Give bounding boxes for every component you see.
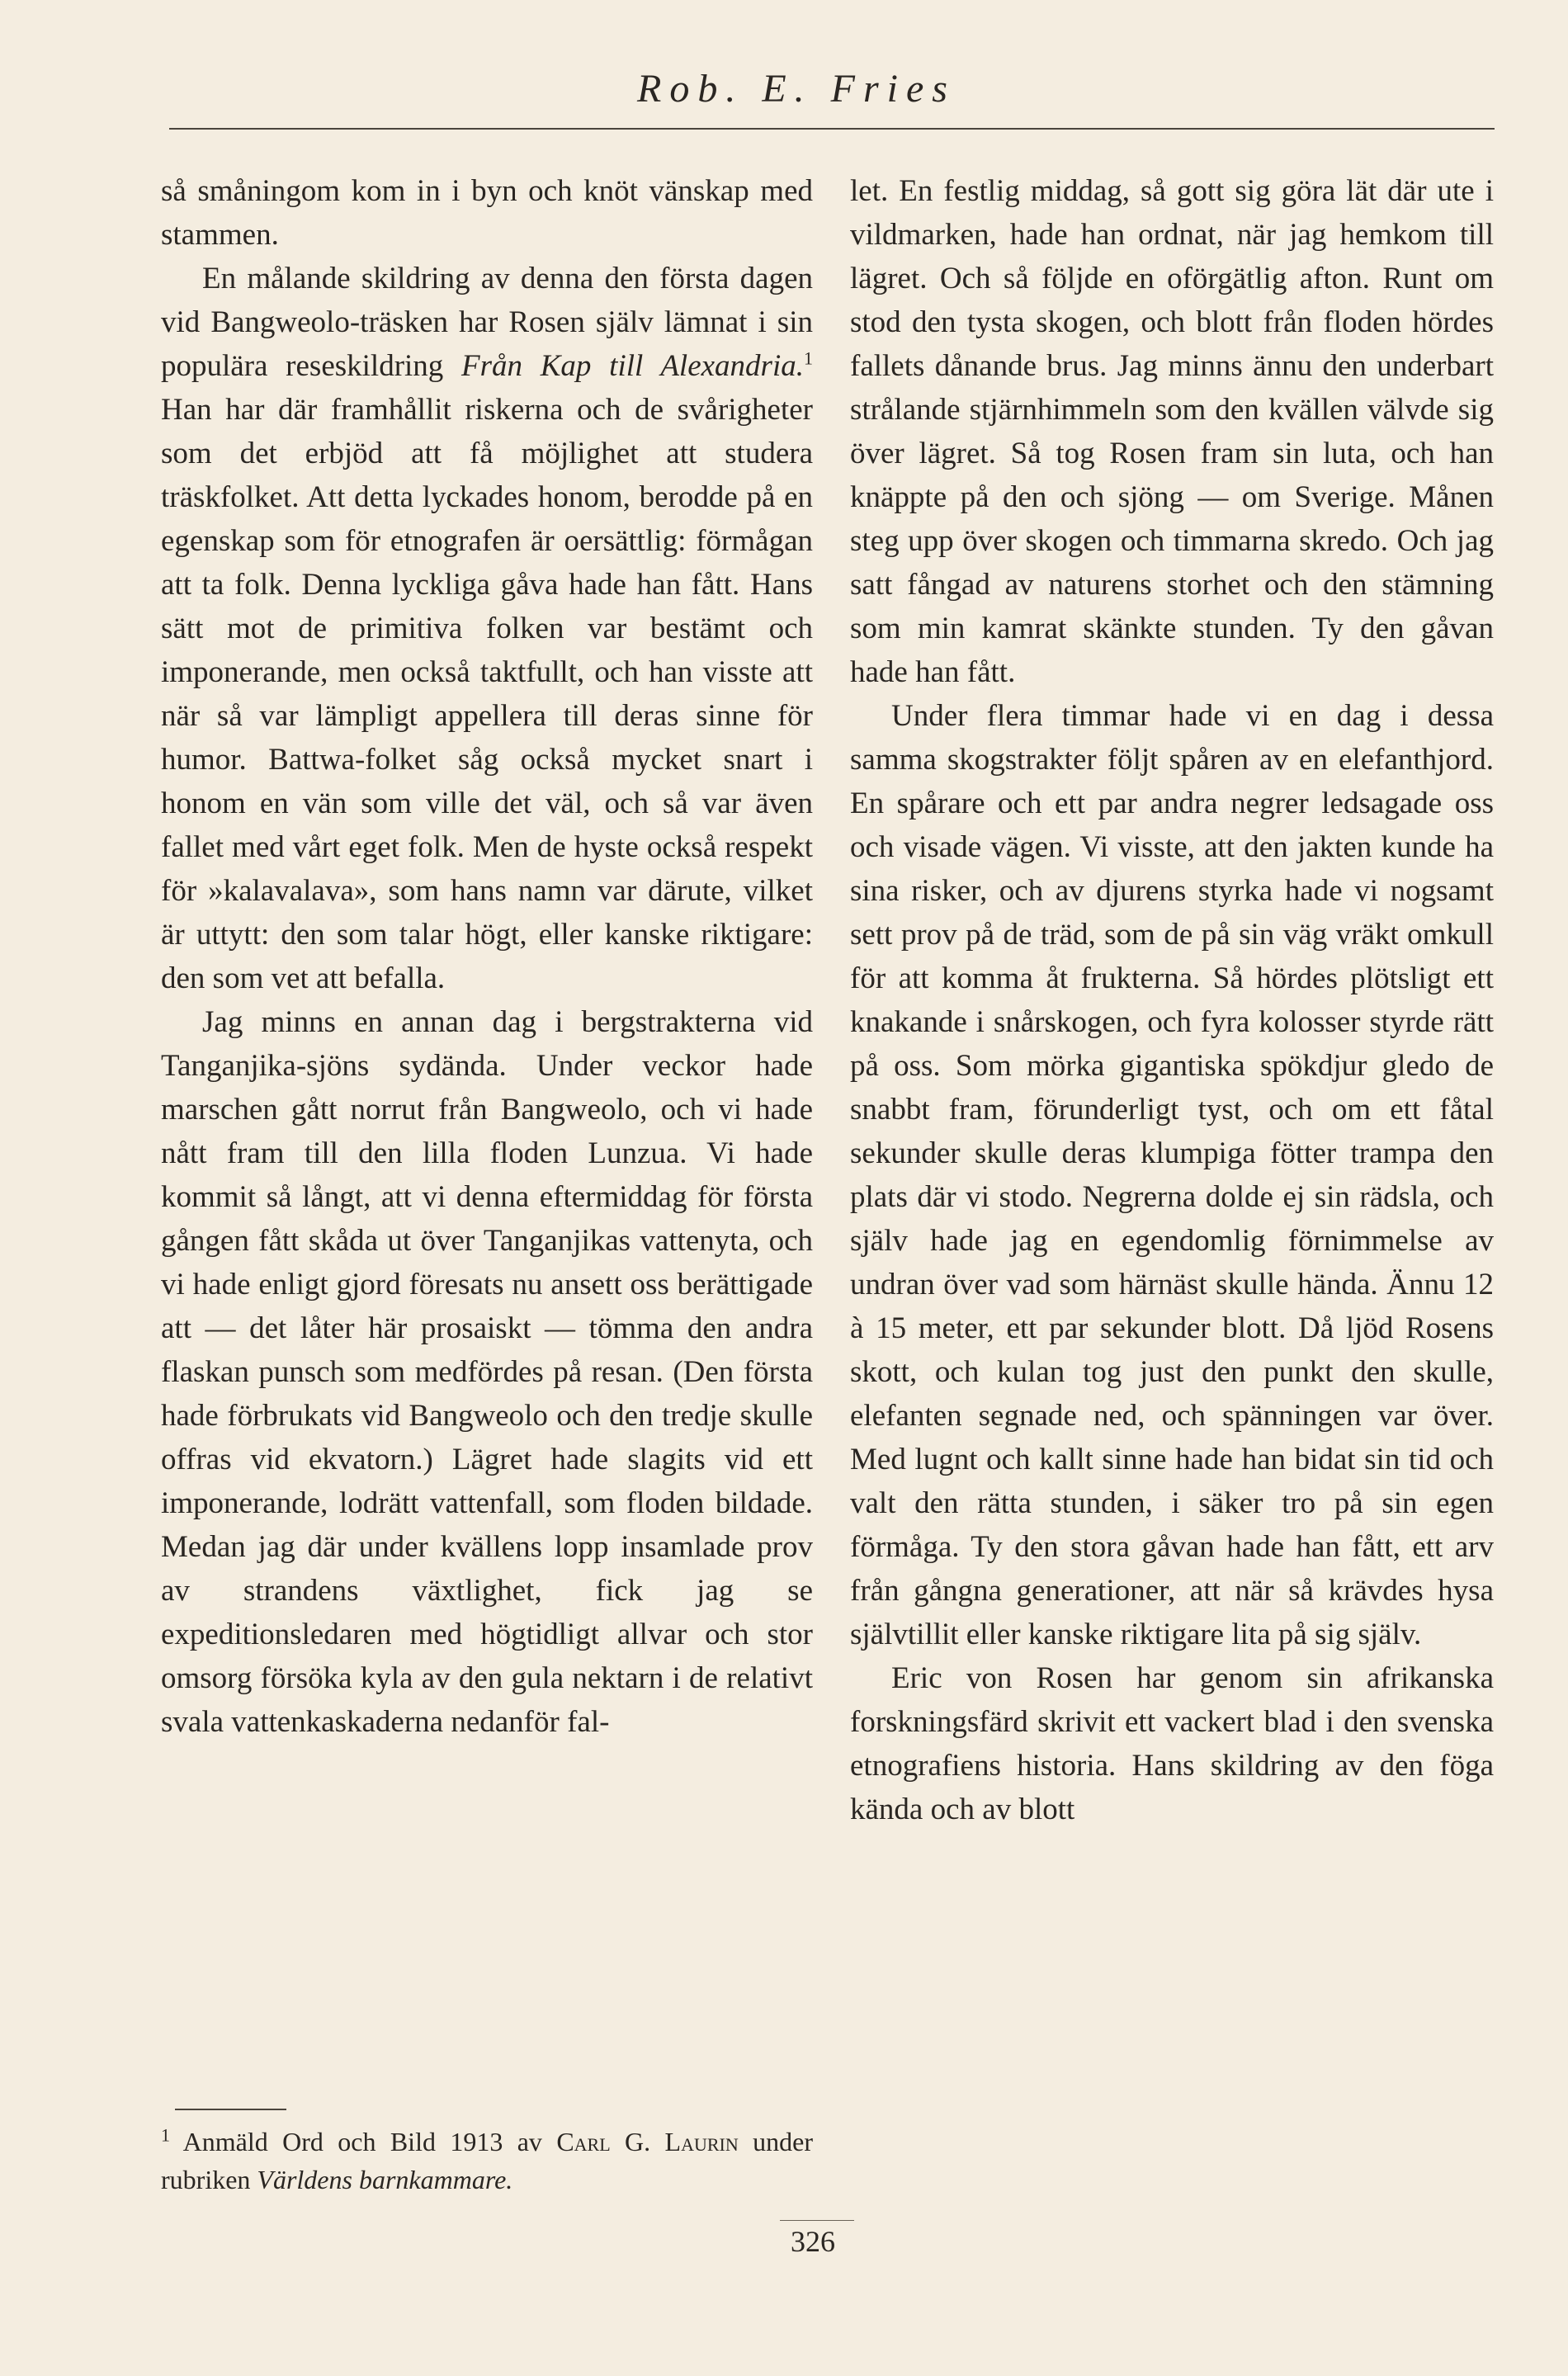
paragraph-text: Han har där framhållit riskerna och de svårigheter som det erbjöd att få möjlighet att studera träskfolket. Att detta lyckades honom, berodde på en egenskap som för etnografen är oersättlig: förmågan att ta folk. Denna lyckliga gåva hade han fått. Hans sätt mot de primitiva folken var bestämt och imponerande, men också taktfullt, och han visste att när så var lämpligt appellera till deras sinne för humor. Battwa-folket såg också mycket snart i honom en vän som ville det väl, och så var även fallet med vårt eget folk. Men de hyste också respekt för »kalavalava», som hans namn var därute, vilket är uttytt: den som talar högt, eller kanske riktigare: den som vet att befalla. bbox=[161, 393, 813, 995]
paragraph: så småningom kom in i byn och knöt vänskap med stammen. bbox=[161, 174, 813, 252]
paragraph-text: En målande skildring av denna den första dagen vid Bangweolo-träsken har Rosen själv lämnat i sin populära reseskildring bbox=[161, 262, 813, 383]
right-column bbox=[850, 169, 1494, 1831]
footnote-author: Carl G. Laurin bbox=[556, 2127, 739, 2156]
footnote bbox=[161, 2123, 813, 2199]
footnote-text: under rubriken bbox=[161, 2127, 814, 2194]
header-rule bbox=[169, 128, 1495, 130]
footnote-rule bbox=[175, 2109, 286, 2110]
page-number: 326 bbox=[791, 2225, 835, 2258]
footnote-reference: 1 bbox=[804, 347, 813, 369]
footnote-marker: 1 bbox=[161, 2124, 170, 2146]
running-head: Rob. E. Fries bbox=[637, 67, 956, 111]
paragraph: Jag minns en annan dag i bergstrakterna vid Tanganjika-sjöns sydända. Under veckor hade marschen gått norrut från Bangweolo, och vi hade nått fram till den lilla floden Lunzua. Vi hade kommit så långt, att vi denna eftermiddag för första gången fått skåda ut över Tanganjikas vattenyta, och vi hade enligt gjord föresats nu ansett oss berättigade att — det låter här prosaiskt — tömma den andra flaskan punsch som medfördes på resan. (Den första hade förbrukats vid Bangweolo och den tredje skulle offras vid ekvatorn.) Lägret hade slagits vid ett imponerande, lodrätt vattenfall, som floden bildade. Medan jag där under kvällens lopp insamlade prov av strandens växtlighet, fick jag se expeditionsledaren med högtidligt allvar och stor omsorg försöka kyla av den gula nektarn i de relativt svala vattenkaskaderna nedanför fal- bbox=[161, 1005, 813, 1739]
paragraph: Eric von Rosen har genom sin afrikanska forskningsfärd skrivit ett vackert blad i den svenska etnografiens historia. Hans skildring av den föga kända och av blott bbox=[850, 1661, 1494, 1826]
footnote-title: Världens barnkammare. bbox=[257, 2165, 513, 2194]
page-number-rule bbox=[780, 2220, 854, 2221]
left-column bbox=[161, 169, 813, 1744]
paragraph: let. En festlig middag, så gott sig göra lät där ute i vildmarken, hade han ordnat, när jag hemkom till lägret. Och så följde en oförgätlig afton. Runt om stod den tysta skogen, och blott från floden hördes fallets dånande brus. Jag minns ännu den underbart strålande stjärnhimmeln som den kvällen välvde sig över lägret. Så tog Rosen fram sin luta, och han knäppte på den och sjöng — om Sverige. Månen steg upp över skogen och timmarna skredo. Och jag satt fångad av naturens storhet och den stämning som min kamrat skänkte stunden. Ty den gåvan hade han fått. bbox=[850, 174, 1494, 689]
paragraph: Under flera timmar hade vi en dag i dessa samma skogstrakter följt spåren av en elefanthjord. En spårare och ett par andra negrer ledsagade oss och visade vägen. Vi visste, att den jakten kunde ha sina risker, och av djurens styrka hade vi nogsamt sett prov på de träd, som de på sin väg vräkt omkull för att komma åt frukterna. Så hördes plötsligt ett knakande i snårskogen, och fyra kolosser styrde rätt på oss. Som mörka gigantiska spökdjur gledo de snabbt fram, förunderligt tyst, och om ett fåtal sekunder skulle deras klumpiga fötter trampa den plats där vi stodo. Negrerna dolde ej sin rädsla, och själv hade jag en egendomlig förnimmelse av undran över vad som härnäst skulle hända. Ännu 12 à 15 meter, ett par sekunder blott. Då ljöd Rosens skott, och kulan tog just den punkt den skulle, elefanten segnade ned, och spänningen var över. Med lugnt och kallt sinne hade han bidat sin tid och valt den rätta stunden, i säker tro på sin egen förmåga. Ty den stora gåvan hade han fått, ett arv från gångna generationer, att när så krävdes hysa självtillit eller kanske riktigare lita på sig själv. bbox=[850, 699, 1494, 1651]
paragraph bbox=[161, 257, 813, 1000]
footnote-text: Anmäld Ord och Bild 1913 av bbox=[170, 2127, 557, 2156]
book-title: Från Kap till Alexandria. bbox=[461, 349, 804, 383]
